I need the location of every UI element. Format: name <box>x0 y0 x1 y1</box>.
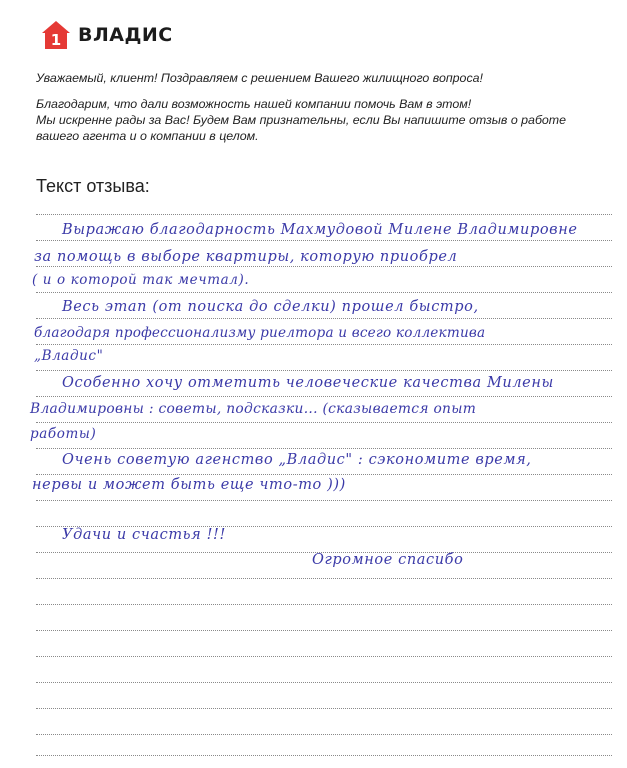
handwritten-line: нервы и может быть еще что-то ))) <box>32 477 346 493</box>
header <box>40 18 173 52</box>
handwritten-line: Очень советую агенство „Владис" : сэкономите время, <box>62 452 532 468</box>
brand-name: ВЛАДИС <box>78 24 173 46</box>
intro-line-2: Мы искренне рады за Вас! Будем Вам признательны, если Вы напишите отзыв о работе <box>36 113 567 127</box>
ruled-line <box>36 604 612 605</box>
intro-greeting: Уважаемый, клиент! Поздравляем с решением Вашего жилищного вопроса! <box>36 71 483 85</box>
handwritten-signoff: Огромное спасибо <box>312 552 464 568</box>
handwritten-line: Особенно хочу отметить человеческие качества Милены <box>62 375 554 391</box>
review-lines-area <box>30 200 612 760</box>
handwritten-line: Выражаю благодарность Махмудовой Милене Владимировне <box>62 222 578 238</box>
ruled-line <box>36 578 612 579</box>
handwritten-line: Весь этап (от поиска до сделки) прошел быстро, <box>62 299 479 315</box>
handwritten-line: „Владис" <box>34 348 104 364</box>
ruled-line <box>36 344 612 345</box>
ruled-line <box>36 396 612 397</box>
ruled-line <box>36 500 612 501</box>
ruled-line <box>36 422 612 423</box>
ruled-line <box>36 214 612 215</box>
ruled-line <box>36 755 612 756</box>
ruled-line <box>36 370 612 371</box>
ruled-line <box>36 266 612 267</box>
handwritten-line: за помощь в выборе квартиры, которую приобрел <box>34 249 458 265</box>
intro-line-3: вашего агента и о компании в целом. <box>36 129 259 143</box>
ruled-line <box>36 630 612 631</box>
ruled-line <box>36 474 612 475</box>
ruled-line <box>36 708 612 709</box>
ruled-line <box>36 448 612 449</box>
house-logo-icon <box>40 19 72 51</box>
handwritten-line: Владимировны : советы, подсказки... (сказывается опыт <box>30 401 477 417</box>
ruled-line <box>36 682 612 683</box>
ruled-line <box>36 318 612 319</box>
handwritten-line: Удачи и счастья !!! <box>62 527 226 543</box>
intro-line-1: Благодарим, что дали возможность нашей компании помочь Вам в этом! <box>36 97 472 111</box>
ruled-line <box>36 734 612 735</box>
ruled-line <box>36 292 612 293</box>
intro-text <box>36 70 616 144</box>
handwritten-line: благодаря профессионализму риелтора и всего коллектива <box>34 325 486 341</box>
review-title: Текст отзыва: <box>36 176 150 196</box>
ruled-line <box>36 240 612 241</box>
handwritten-line: работы) <box>30 426 97 442</box>
ruled-line <box>36 656 612 657</box>
logo-digit: 1 <box>50 31 62 49</box>
handwritten-line: ( и о которой так мечтал). <box>32 272 250 288</box>
